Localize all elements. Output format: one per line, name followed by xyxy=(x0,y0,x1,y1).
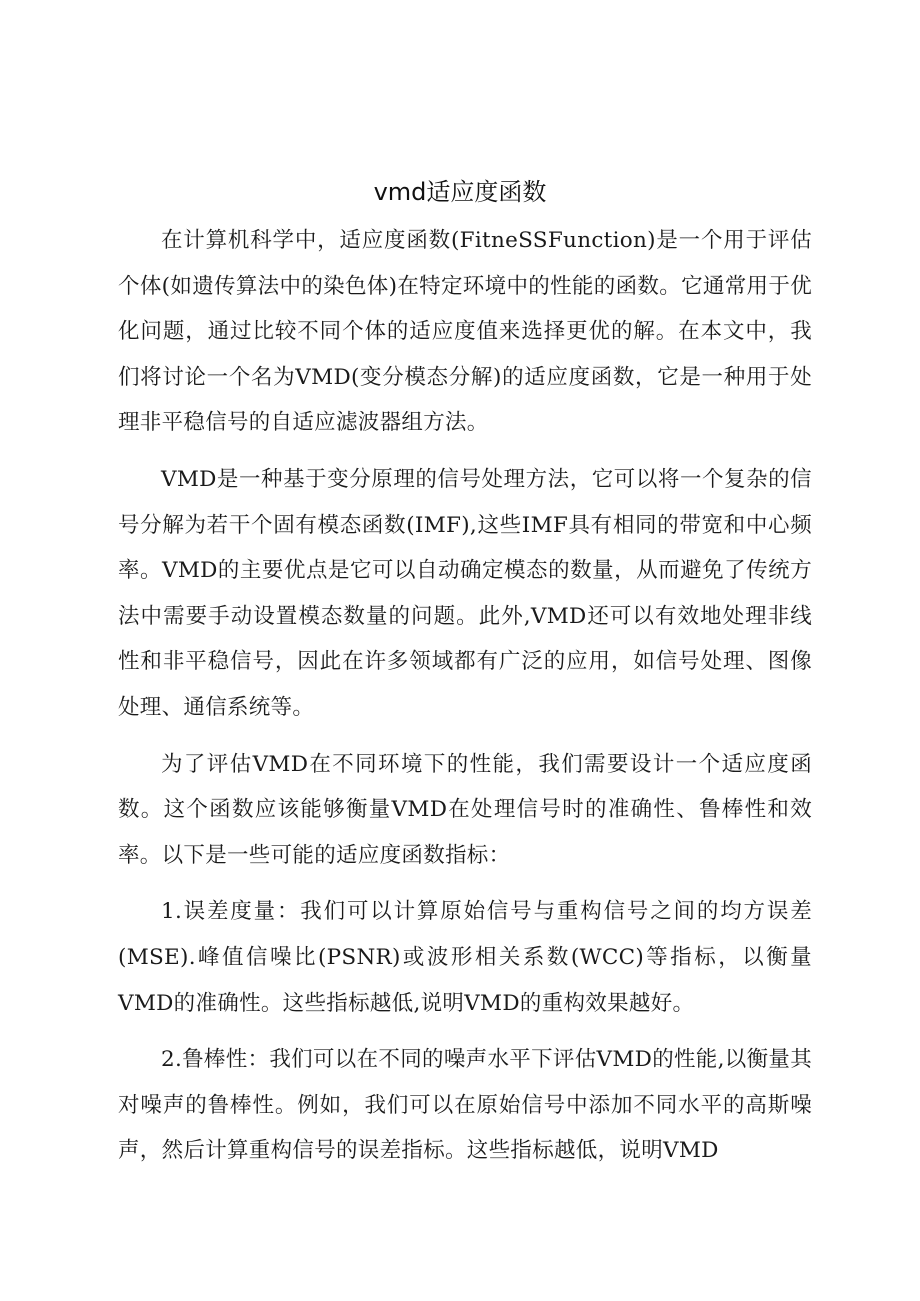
paragraph-fitness-intro: 在计算机科学中，适应度函数(FitneSSFunction)是一个用于评估个体(如遗传算法中的染色体)在特定环境中的性能的函数。它通常用于优化问题，通过比较不同个体的适应度值来选择更优的解。在本文中，我们将讨论一个名为VMD(变分模态分解)的适应度函数，它是一种用于处理非平稳信号的自适应滤波器组方法。 xyxy=(118,228,812,436)
paragraph-robustness: 2.鲁棒性：我们可以在不同的噪声水平下评估VMD的性能,以衡量其对噪声的鲁棒性。例如，我们可以在原始信号中添加不同水平的高斯噪声，然后计算重构信号的误差指标。这些指标越低，说明VMD xyxy=(118,1047,812,1164)
paragraph-vmd-overview: VMD是一种基于变分原理的信号处理方法，它可以将一个复杂的信号分解为若干个固有模态函数(IMF),这些IMF具有相同的带宽和中心频率。VMD的主要优点是它可以自动确定模态的数量，从而避免了传统方法中需要手动设置模态数量的问题。此外,VMD还可以有效地处理非线性和非平稳信号，因此在许多领域都有广泛的应用，如信号处理、图像处理、通信系统等。 xyxy=(118,466,812,720)
document-body xyxy=(118,218,812,1185)
paragraph-error-metric: 1.误差度量：我们可以计算原始信号与重构信号之间的均方误差(MSE).峰值信噪比(PSNR)或波形相关系数(WCC)等指标，以衡量VMD的准确性。这些指标越低,说明VMD的重构效果越好。 xyxy=(118,899,812,1016)
document-title: vmd适应度函数 xyxy=(373,178,547,206)
paragraph-evaluation: 为了评估VMD在不同环境下的性能，我们需要设计一个适应度函数。这个函数应该能够衡量VMD在处理信号时的准确性、鲁棒性和效率。以下是一些可能的适应度函数指标： xyxy=(118,751,812,868)
